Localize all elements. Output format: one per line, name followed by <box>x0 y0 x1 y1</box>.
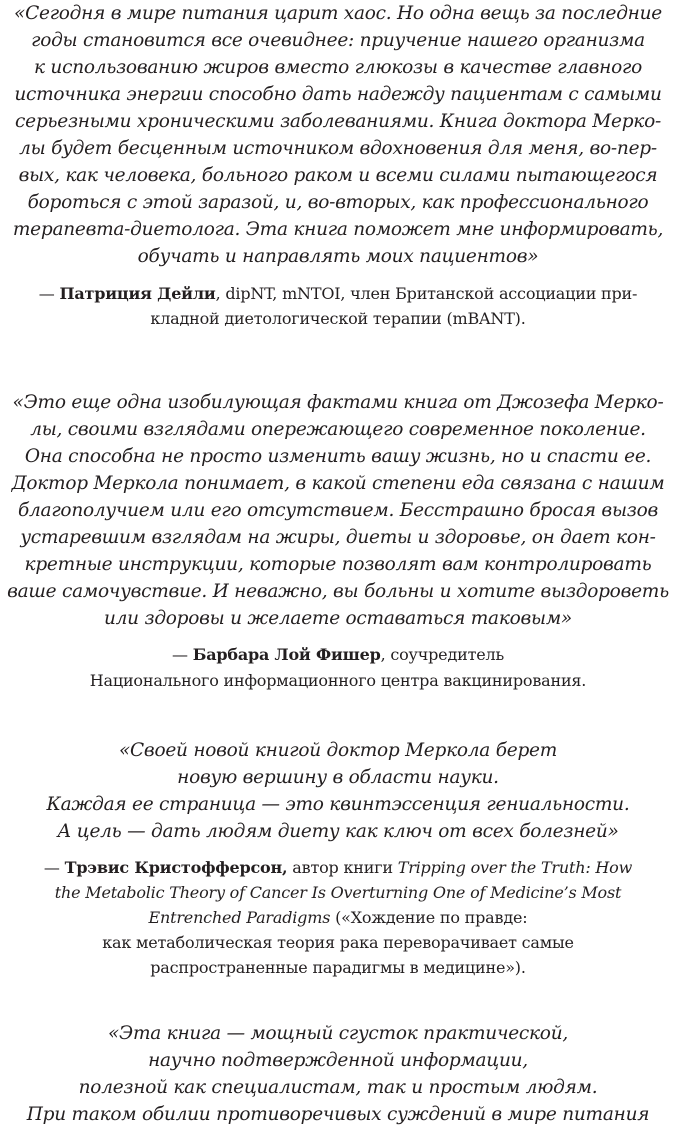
author-name: Патриция Дейли <box>59 284 216 303</box>
quote-line: кретные инструкции, которые позволят вам контролировать <box>24 554 652 575</box>
attribution-dash: — <box>172 645 193 664</box>
quote-line: или здоровы и желаете оставаться таковым» <box>103 608 572 629</box>
quote-line: новую вершину в области науки. <box>177 767 499 788</box>
translated-title: («Хождение по правде: <box>330 908 528 927</box>
attribution-dash: — <box>38 284 60 303</box>
book-title: Tripping over the Truth: How <box>397 858 633 877</box>
attribution-line: кладной диетологической терапии (mBANT). <box>150 309 526 328</box>
book-title: the Metabolic Theory of Cancer Is Overturning One of Medicine’s Most <box>54 883 622 902</box>
author-credentials: автор книги <box>287 858 398 877</box>
quote-line: вых, как человека, больного раком и всеми силами пытающегося <box>18 165 658 186</box>
quote-line: к использованию жиров вместо глюкозы в качестве главного <box>33 57 642 78</box>
quote-line: лы, своими взглядами опережающего современное поколение. <box>30 419 646 440</box>
quote-line: А цель — дать людям диету как ключ от всех болезней» <box>57 821 619 842</box>
quote-line: бороться с этой заразой, и, во-вторых, как профессионального <box>27 192 649 213</box>
quote-line: благополучием или его отсутствием. Бесстрашно бросая вызов <box>17 500 659 521</box>
quote-line: серьезными хроническими заболеваниями. Книга доктора Мерко- <box>15 111 661 132</box>
quote-line: научно подтвержденной информации, <box>148 1050 528 1071</box>
quote-line: «Это еще одна изобилующая фактами книга от Джозефа Мерко- <box>12 392 664 413</box>
quote-line: ваше самочувствие. И неважно, вы больны и хотите выздороветь <box>7 581 669 602</box>
attribution-line <box>0 908 676 927</box>
quote-line: Она способна не просто изменить вашу жизнь, но и спасти ее. <box>24 446 652 467</box>
author-credentials: , соучредитель <box>380 645 504 664</box>
quote-line: При таком обилии противоречивых суждений в мире питания <box>26 1104 650 1125</box>
attribution-line <box>0 858 676 877</box>
quote-line: полезной как специалистам, так и простым людям. <box>78 1077 598 1098</box>
quote-line: «Эта книга — мощный сгусток практической, <box>107 1023 568 1044</box>
author-credentials: , dipNT, mNTOI, член Британской ассоциации при- <box>215 284 638 303</box>
book-title: Entrenched Paradigms <box>148 908 331 927</box>
quote-line: «Сегодня в мире питания царит хаос. Но одна вещь за последние <box>14 3 662 24</box>
quote-line: годы становится все очевиднее: приучение нашего организма <box>31 30 645 51</box>
quote-line: Доктор Меркола понимает, в какой степени еда связана с нашим <box>11 473 665 494</box>
attribution-line <box>0 284 676 303</box>
quote-line: обучать и направлять моих пациентов» <box>137 246 539 267</box>
quote-line: устаревшим взглядам на жиры, диеты и здоровье, он дает кон- <box>20 527 656 548</box>
attribution-line <box>0 645 676 664</box>
author-name: Трэвис Кристофферсон, <box>64 858 288 877</box>
quote-line: «Своей новой книгой доктор Меркола берет <box>118 740 558 761</box>
quote-line: Каждая ее страница — это квинтэссенция гениальности. <box>46 794 630 815</box>
attribution-line: распространенные парадигмы в медицине»). <box>150 958 526 977</box>
quote-line: лы будет бесценным источником вдохновения для меня, во-пер- <box>19 138 657 159</box>
author-name: Барбара Лой Фишер <box>192 645 381 664</box>
attribution-dash: — <box>43 858 65 877</box>
quote-line: терапевта-диетолога. Эта книга поможет мне информировать, <box>12 219 664 240</box>
attribution-line: как метаболическая теория рака переворачивает самые <box>102 933 574 952</box>
quote-line: источника энергии способно дать надежду пациентам с самыми <box>14 84 662 105</box>
attribution-line <box>0 883 676 902</box>
attribution-line: Национального информационного центра вакцинирования. <box>89 671 587 690</box>
